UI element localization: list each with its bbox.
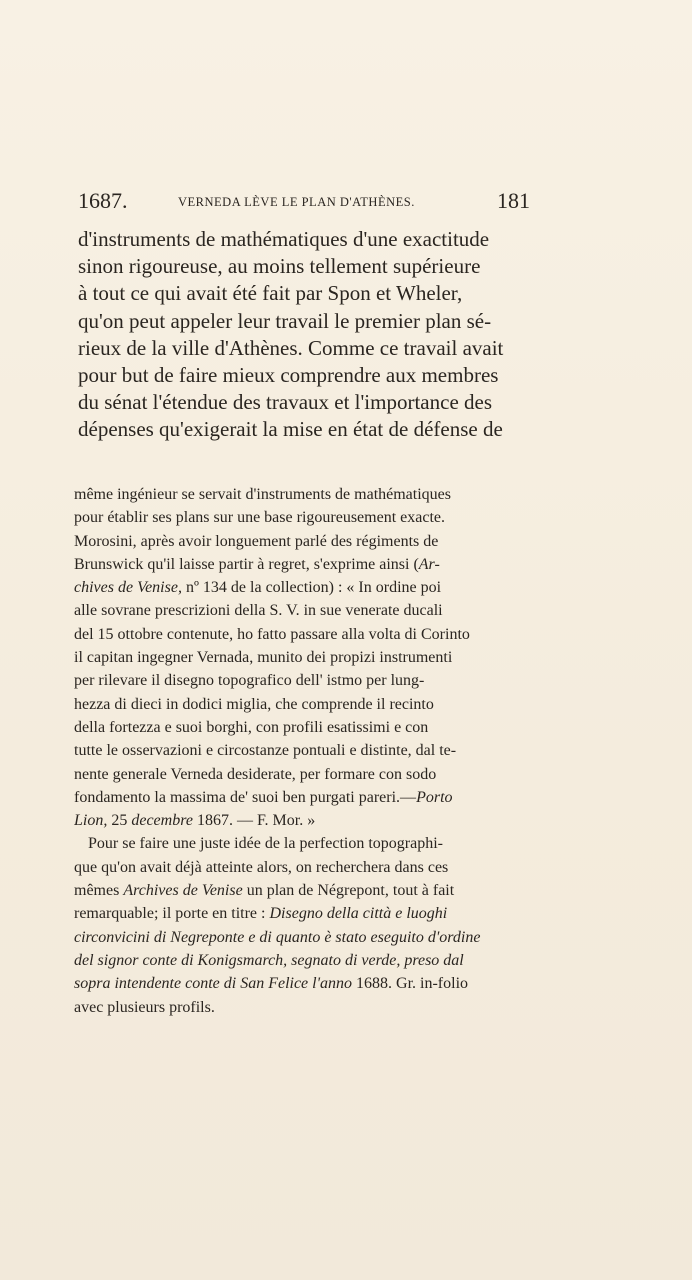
paragraph-text: 1688. Gr. in-folio [352, 975, 469, 993]
footnote-line: per rilevare il disegno topografico dell' istmo per lung- [74, 672, 425, 690]
paragraph-line: avec plusieurs profils. [74, 998, 215, 1016]
footnote-italic: Lion, [74, 812, 108, 830]
footnote-line: della fortezza e suoi borghi, con profili esatissimi e con [74, 718, 429, 736]
text-line: qu'on peut appeler leur travail le premier plan sé- [78, 308, 492, 333]
paragraph-text: mêmes [74, 882, 124, 900]
footnote-line: alle sovrane prescrizioni della S. V. in sue venerate ducali [74, 602, 443, 620]
paragraph-italic: circonvicini di Negreponte e di quanto è stato eseguito d'ordine [74, 928, 481, 946]
paragraph-text: un plan de Négrepont, tout à fait [242, 882, 455, 900]
paragraph-italic: sopra intendente conte di San Felice l'anno [74, 975, 353, 993]
text-line: sinon rigoureuse, au moins tellement supérieure [78, 254, 481, 279]
running-title: VERNEDA LÈVE LE PLAN D'ATHÈNES. [178, 195, 415, 209]
footnote-text: nº 134 de la collection) : « In ordine poi [181, 579, 442, 597]
page-number: 181 [497, 188, 530, 213]
text-line: dépenses qu'exigerait la mise en état de défense de [78, 417, 503, 442]
footnote-line: pour établir ses plans sur une base rigoureusement exacte. [74, 509, 445, 527]
footnote-italic: chives de Venise, [74, 579, 182, 597]
paragraph-line: Pour se faire une juste idée de la perfection topographi- [88, 835, 443, 853]
text-line: d'instruments de mathématiques d'une exactitude [78, 227, 490, 251]
footnote-line: hezza di dieci in dodici miglia, che comprende il recinto [74, 695, 434, 713]
footnote-line [74, 809, 526, 832]
footnote-italic: Porto [416, 788, 453, 806]
footnote-line: del 15 ottobre contenute, ho fatto passare alla volta di Corinto [74, 625, 470, 643]
footnote-italic: Ar- [418, 555, 440, 573]
page-header [78, 188, 530, 222]
footnote-line [74, 576, 526, 599]
footnote-text: 1867. — F. Mor. » [192, 812, 316, 830]
paragraph-line [74, 972, 526, 995]
footnote-line [74, 786, 526, 809]
text-line: pour but de faire mieux comprendre aux membres [78, 363, 499, 388]
paragraph-line [74, 926, 526, 949]
paragraph-line [74, 902, 526, 925]
paragraph-italic: Disegno della città e luoghi [269, 905, 448, 923]
paragraph-line [74, 949, 526, 972]
paragraph-italic: Archives de Venise [123, 882, 243, 900]
footnote-line: tutte le osservazioni e circostanze pontuali e distinte, dal te- [74, 742, 457, 760]
footnote-text: Brunswick qu'il laisse partir à regret, s'exprime ainsi ( [74, 555, 419, 573]
footnote [74, 483, 526, 1019]
paragraph-line: que qu'on avait déjà atteinte alors, on recherchera dans ces [74, 858, 449, 876]
footnote-text: fondamento la massima de' suoi ben purgati pareri.— [74, 788, 417, 806]
footnote-line: même ingénieur se servait d'instruments de mathématiques [74, 486, 451, 503]
footnote-text: 25 [107, 812, 132, 830]
footnote-line: il capitan ingegner Vernada, munito dei propizi instrumenti [74, 649, 453, 667]
paragraph-italic: del signor conte di Konigsmarch, segnato di verde, preso dal [74, 951, 464, 969]
footnote-line: nente generale Verneda desiderate, per formare con sodo [74, 765, 437, 783]
text-line: rieux de la ville d'Athènes. Comme ce travail avait [78, 335, 504, 360]
text-line: à tout ce qui avait été fait par Spon et Wheler, [78, 281, 463, 306]
main-text [78, 226, 530, 444]
header-year: 1687. [78, 188, 128, 213]
paragraph-line [74, 879, 526, 902]
paragraph-text: remarquable; il porte en titre : [74, 905, 270, 923]
footnote-italic: decembre [131, 812, 193, 830]
text-line: du sénat l'étendue des travaux et l'importance des [78, 390, 493, 415]
footnote-line: Morosini, après avoir longuement parlé des régiments de [74, 532, 439, 550]
footnote-line [74, 553, 526, 576]
